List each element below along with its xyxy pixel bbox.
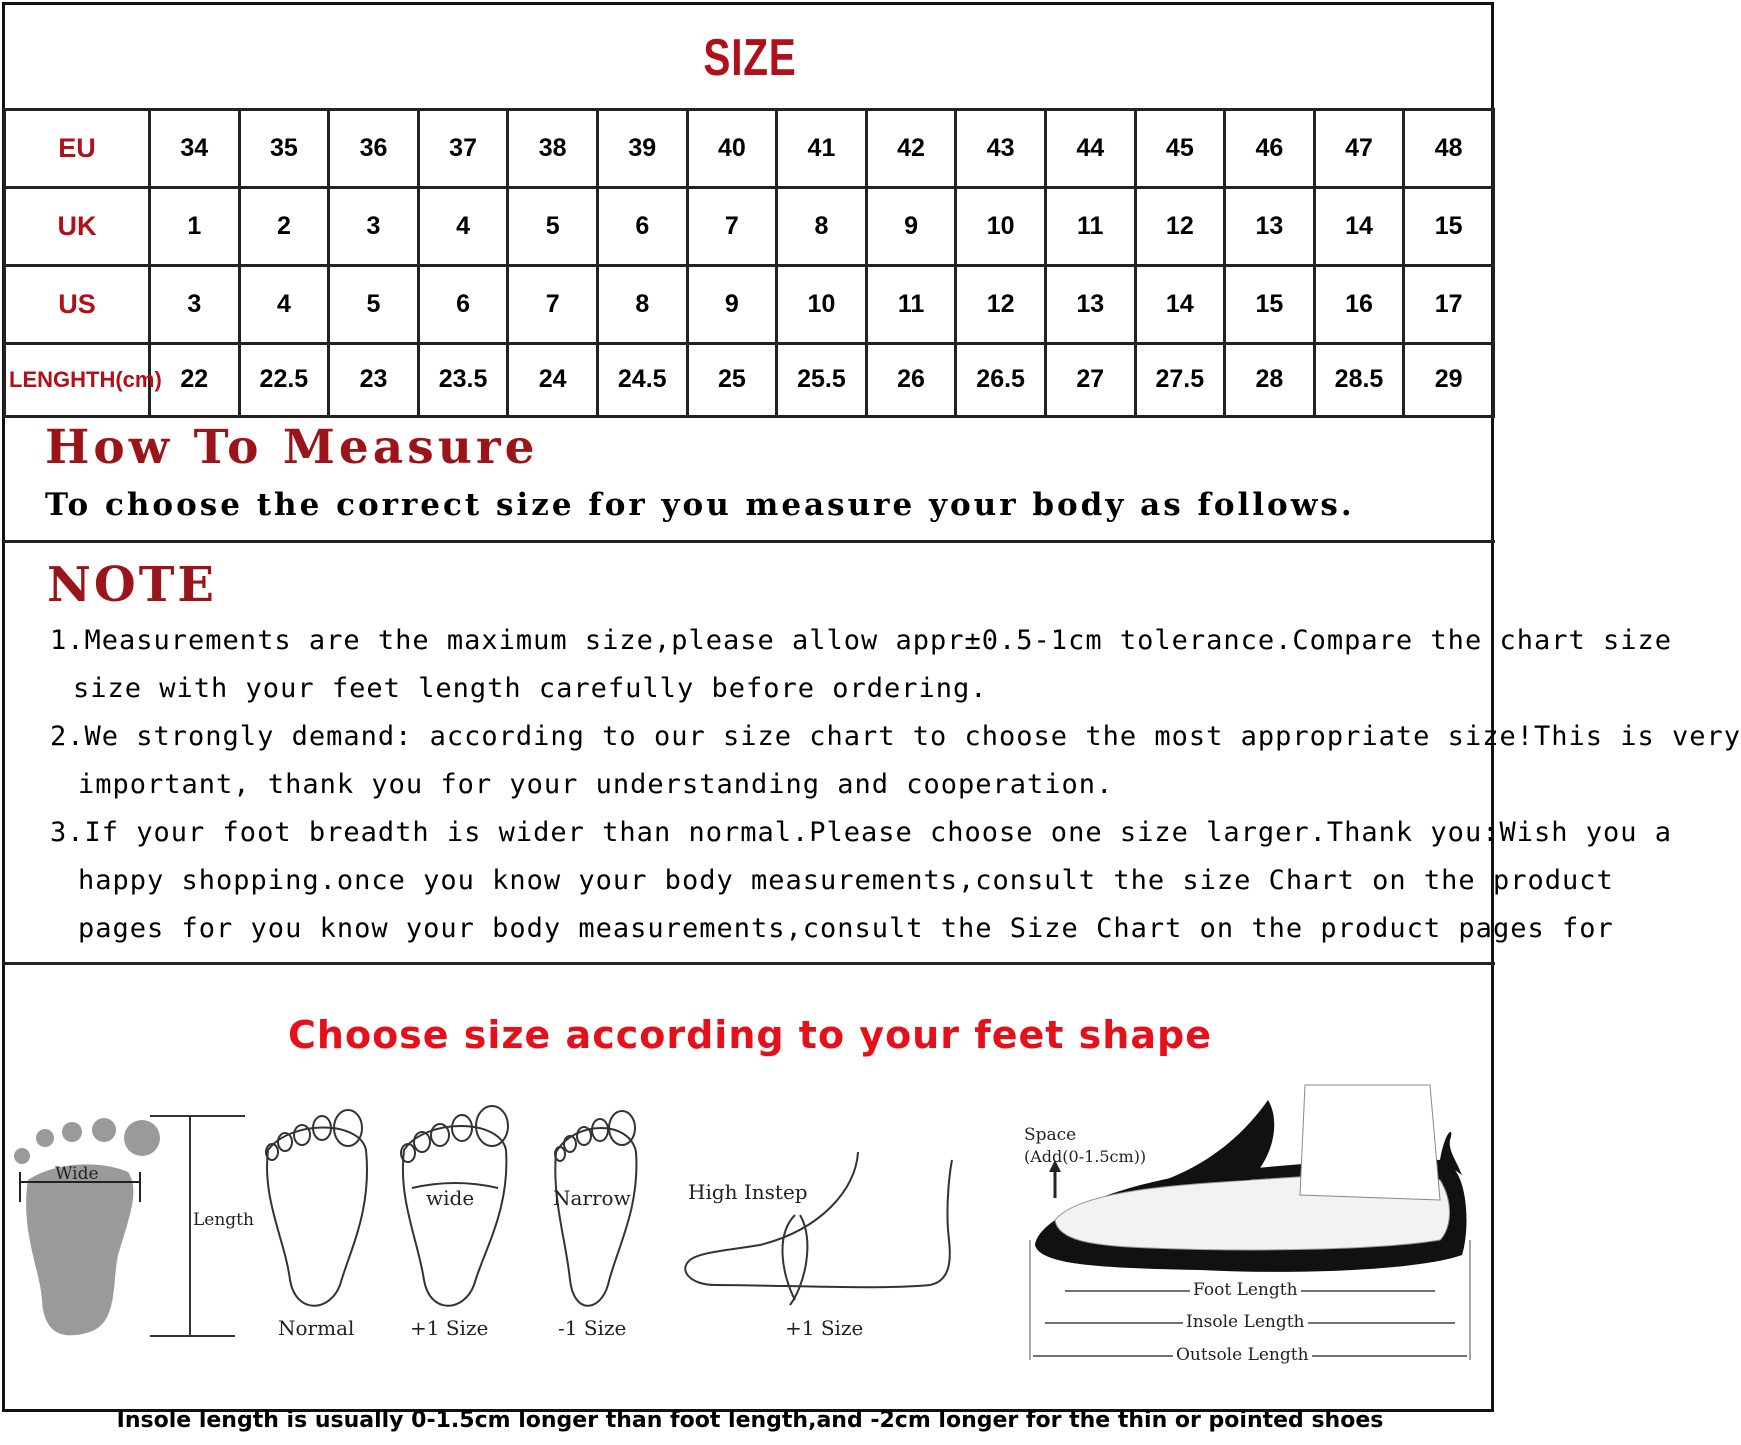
note-line: pages for you know your body measurements,consult the Size Chart on the product pages for xyxy=(78,913,1614,944)
page-title: SIZE xyxy=(703,29,797,87)
how-to-subtitle: To choose the correct size for you measure your body as follows. xyxy=(45,487,1355,523)
size-cell: 23 xyxy=(329,343,419,416)
size-cell: 3 xyxy=(150,265,240,343)
size-cell: 38 xyxy=(508,110,598,188)
footprint-icon xyxy=(14,1118,160,1335)
size-cell: 12 xyxy=(1135,187,1225,265)
note-line: 1.Measurements are the maximum size,please allow appr±0.5-1cm tolerance.Compare the chart size xyxy=(50,625,1673,656)
space-label: Space xyxy=(1024,1125,1077,1145)
bottom-note: Insole length is usually 0-1.5cm longer than foot length,and -2cm longer for the thin or pointed shoes xyxy=(116,1408,1384,1433)
narrow-label: Narrow xyxy=(553,1186,631,1210)
high-instep-size-label: +1 Size xyxy=(785,1316,864,1340)
note-heading: NOTE xyxy=(47,557,217,613)
size-cell: 22 xyxy=(150,343,240,416)
feet-shape-heading: Choose size according to your feet shape xyxy=(288,1013,1212,1057)
size-cell: 26 xyxy=(866,343,956,416)
size-cell: 29 xyxy=(1404,343,1494,416)
narrow-size-label: -1 Size xyxy=(558,1316,627,1340)
size-row-label: LENGHTH(cm) xyxy=(5,343,150,416)
size-row xyxy=(5,187,1494,265)
length-label: Length xyxy=(193,1210,254,1230)
size-cell: 5 xyxy=(508,187,598,265)
size-cell: 13 xyxy=(1225,187,1315,265)
size-cell: 43 xyxy=(956,110,1046,188)
high-instep-icon xyxy=(685,1152,952,1305)
size-row-label: EU xyxy=(5,110,150,188)
size-cell: 9 xyxy=(866,187,956,265)
size-cell: 9 xyxy=(687,265,777,343)
size-cell: 10 xyxy=(956,187,1046,265)
size-cell: 16 xyxy=(1314,265,1404,343)
size-cell: 11 xyxy=(866,265,956,343)
size-cell: 35 xyxy=(239,110,329,188)
size-row xyxy=(5,343,1494,416)
size-row xyxy=(5,110,1494,188)
size-cell: 48 xyxy=(1404,110,1494,188)
size-cell: 11 xyxy=(1045,187,1135,265)
wide-footprint-label: Wide xyxy=(55,1164,99,1184)
size-cell: 25.5 xyxy=(777,343,867,416)
size-cell: 27.5 xyxy=(1135,343,1225,416)
note-line: happy shopping.once you know your body measurements,consult the size Chart on the product xyxy=(78,865,1614,896)
wide-size-label: +1 Size xyxy=(410,1316,489,1340)
size-cell: 4 xyxy=(418,187,508,265)
size-cell: 25 xyxy=(687,343,777,416)
normal-label: Normal xyxy=(278,1316,355,1340)
size-row xyxy=(5,265,1494,343)
size-row-label: US xyxy=(5,265,150,343)
wide-label: wide xyxy=(426,1186,475,1210)
size-cell: 47 xyxy=(1314,110,1404,188)
size-row-label: UK xyxy=(5,187,150,265)
normal-foot-icon xyxy=(266,1110,367,1306)
size-cell: 7 xyxy=(508,265,598,343)
size-cell: 8 xyxy=(597,265,687,343)
size-cell: 7 xyxy=(687,187,777,265)
size-cell: 13 xyxy=(1045,265,1135,343)
note-line: 2.We strongly demand: according to our size chart to choose the most appropriate size!This is very xyxy=(50,721,1741,752)
size-cell: 39 xyxy=(597,110,687,188)
size-table xyxy=(3,108,1495,418)
size-cell: 6 xyxy=(597,187,687,265)
size-cell: 10 xyxy=(777,265,867,343)
size-cell: 28 xyxy=(1225,343,1315,416)
size-cell: 40 xyxy=(687,110,777,188)
size-cell: 36 xyxy=(329,110,419,188)
size-cell: 42 xyxy=(866,110,956,188)
note-line: 3.If your foot breadth is wider than normal.Please choose one size larger.Thank you:Wish you a xyxy=(50,817,1673,848)
note-section xyxy=(3,543,1495,965)
size-cell: 26.5 xyxy=(956,343,1046,416)
space-add-label: (Add(0-1.5cm)) xyxy=(1024,1147,1147,1166)
size-cell: 8 xyxy=(777,187,867,265)
size-cell: 15 xyxy=(1225,265,1315,343)
size-cell: 28.5 xyxy=(1314,343,1404,416)
size-cell: 14 xyxy=(1314,187,1404,265)
size-cell: 27 xyxy=(1045,343,1135,416)
high-instep-label: High Instep xyxy=(688,1180,808,1204)
size-cell: 4 xyxy=(239,265,329,343)
size-cell: 5 xyxy=(329,265,419,343)
size-cell: 24.5 xyxy=(597,343,687,416)
size-cell: 23.5 xyxy=(418,343,508,416)
foot-length-label: Foot Length xyxy=(1190,1280,1301,1300)
size-cell: 41 xyxy=(777,110,867,188)
size-cell: 34 xyxy=(150,110,240,188)
size-cell: 24 xyxy=(508,343,598,416)
size-cell: 12 xyxy=(956,265,1046,343)
size-cell: 1 xyxy=(150,187,240,265)
size-cell: 44 xyxy=(1045,110,1135,188)
size-cell: 15 xyxy=(1404,187,1494,265)
size-cell: 45 xyxy=(1135,110,1225,188)
note-line: important, thank you for your understanding and cooperation. xyxy=(78,769,1114,800)
size-cell: 22.5 xyxy=(239,343,329,416)
size-cell: 37 xyxy=(418,110,508,188)
size-cell: 46 xyxy=(1225,110,1315,188)
size-cell: 14 xyxy=(1135,265,1225,343)
how-to-heading: How To Measure xyxy=(45,420,539,475)
size-cell: 6 xyxy=(418,265,508,343)
size-cell: 2 xyxy=(239,187,329,265)
size-cell: 3 xyxy=(329,187,419,265)
outsole-length-label: Outsole Length xyxy=(1173,1345,1312,1365)
note-line: size with your feet length carefully before ordering. xyxy=(73,673,988,704)
size-cell: 17 xyxy=(1404,265,1494,343)
insole-length-label: Insole Length xyxy=(1183,1312,1308,1332)
